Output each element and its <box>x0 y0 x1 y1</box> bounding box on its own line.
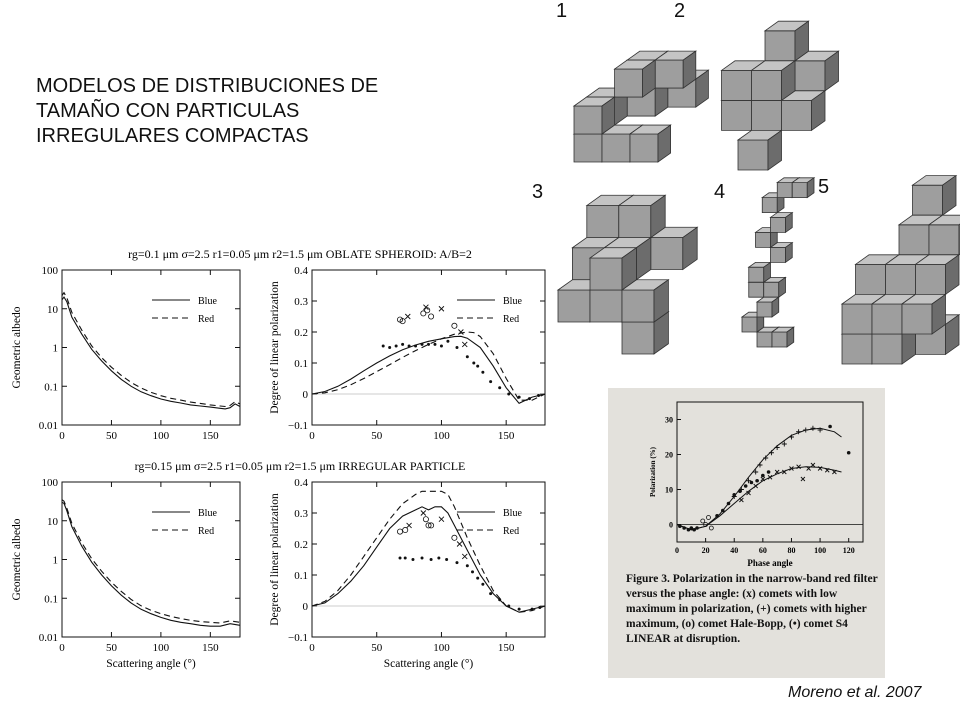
y-tick-label: 0.1 <box>294 358 308 370</box>
x-tick-label: 100 <box>152 430 170 442</box>
y-tick-label: −0.1 <box>288 420 308 432</box>
x-tick-label: 0 <box>309 642 315 654</box>
legend-label: Blue <box>198 508 217 519</box>
y-axis-label: Geometric albedo <box>11 518 23 601</box>
x-tick-label: 150 <box>202 642 219 654</box>
y-tick-label: 0.01 <box>38 632 58 644</box>
particle-number-4: 4 <box>714 181 726 203</box>
x-tick-label: 100 <box>814 546 827 555</box>
y-tick-label: 0.3 <box>294 296 308 308</box>
point-plus <box>775 445 780 450</box>
x-tick-label: 0 <box>59 430 65 442</box>
legend-label: Red <box>503 314 520 325</box>
slide-title-line: MODELOS DE DISTRIBUCIONES DE <box>36 75 379 97</box>
point-plus <box>789 435 794 440</box>
y-tick-label: 0.2 <box>294 327 308 339</box>
plot-header-oblate: rg=0.1 μm σ=2.5 r1=0.05 μm r2=1.5 μm OBLATE SPHEROID: A/B=2 <box>128 247 472 261</box>
legend-label: Red <box>198 314 215 325</box>
y-axis-label: Degree of linear polarization <box>269 281 281 414</box>
y-tick-label: 0 <box>669 520 673 530</box>
point-plus <box>803 428 808 433</box>
legend-label: Red <box>198 526 215 537</box>
point-cross <box>739 498 743 502</box>
x-tick-label: 100 <box>152 642 170 654</box>
point-dot <box>727 502 731 506</box>
point-plus <box>763 456 768 461</box>
point-dot <box>738 489 742 493</box>
y-tick-label: 100 <box>41 265 58 277</box>
fit-curve <box>677 467 842 530</box>
y-tick-label: 0.2 <box>294 539 308 551</box>
point-dot <box>732 493 736 497</box>
x-tick-label: 80 <box>787 546 796 555</box>
particle-number-2: 2 <box>674 0 686 22</box>
point-dot <box>695 526 699 530</box>
x-tick-label: 150 <box>497 642 515 654</box>
x-tick-label: 50 <box>371 642 383 654</box>
x-tick-label: 50 <box>105 430 117 442</box>
particle-number-1: 1 <box>556 0 568 22</box>
y-tick-label: 20 <box>665 450 673 460</box>
y-tick-label: 0.1 <box>44 593 58 606</box>
y-tick-label: 1 <box>52 554 58 567</box>
x-tick-label: 0 <box>675 546 679 555</box>
point-plus <box>769 450 774 455</box>
point-circle <box>706 516 710 520</box>
y-tick-label: 100 <box>41 477 58 489</box>
y-tick-label: 0.4 <box>294 265 308 277</box>
y-tick-label: 0.1 <box>294 570 308 582</box>
y-tick-label: −0.1 <box>288 632 308 644</box>
slide-title-line: TAMAÑO CON PARTICULAS <box>36 100 300 122</box>
y-tick-label: 0.4 <box>294 477 308 489</box>
y-tick-label: 30 <box>665 415 673 425</box>
point-dot <box>847 451 851 455</box>
x-tick-label: 0 <box>59 642 65 654</box>
x-tick-label: 50 <box>105 642 117 654</box>
y-tick-label: 10 <box>665 485 673 495</box>
y-tick-label: 0.1 <box>44 381 58 394</box>
point-dot <box>744 484 748 488</box>
x-tick-label: 120 <box>842 546 855 555</box>
y-tick-label: 1 <box>52 342 58 355</box>
point-cross <box>811 463 815 467</box>
slide-title-line: IRREGULARES COMPACTAS <box>36 125 309 147</box>
x-tick-label: 150 <box>202 430 219 442</box>
point-dot <box>682 526 686 530</box>
point-dot <box>755 479 759 483</box>
point-dot <box>715 514 719 518</box>
x-axis-label: Scattering angle (°) <box>106 658 196 670</box>
point-plus <box>810 426 815 431</box>
y-axis-label: Degree of linear polarization <box>269 493 281 626</box>
legend-label: Blue <box>198 296 217 307</box>
x-tick-label: 60 <box>758 546 767 555</box>
x-tick-label: 100 <box>433 430 450 442</box>
point-circle <box>709 526 713 530</box>
point-dot <box>828 425 832 429</box>
y-tick-label: 0 <box>302 601 308 613</box>
legend-label: Blue <box>503 296 522 307</box>
x-axis-label: Phase angle <box>747 558 793 568</box>
legend-label: Red <box>503 526 520 537</box>
point-plus <box>757 463 762 468</box>
point-dot <box>721 509 725 513</box>
point-dot <box>767 470 771 474</box>
y-axis-label: Polarization (%) <box>649 447 657 497</box>
point-cross <box>801 477 805 481</box>
x-tick-label: 20 <box>701 546 710 555</box>
y-tick-label: 10 <box>47 303 58 316</box>
plot-header-irregular: rg=0.15 μm σ=2.5 r1=0.05 μm r2=1.5 μm IRREGULAR PARTICLE <box>134 459 466 473</box>
y-tick-label: 10 <box>47 515 58 528</box>
y-axis-label: Geometric albedo <box>11 306 23 389</box>
y-tick-label: 0.3 <box>294 508 308 520</box>
particle-number-3: 3 <box>532 181 544 203</box>
particle-number-5: 5 <box>818 176 830 198</box>
x-axis-label: Scattering angle (°) <box>383 658 474 670</box>
point-cross <box>768 475 772 479</box>
fit-curve <box>677 428 842 530</box>
credit-text: Moreno et al. 2007 <box>788 684 922 701</box>
legend-label: Blue <box>503 508 522 519</box>
point-cross <box>754 484 758 488</box>
point-circle <box>701 519 705 523</box>
y-tick-label: 0.01 <box>38 420 58 432</box>
x-tick-label: 150 <box>497 430 515 442</box>
point-dot <box>761 474 765 478</box>
figure-3-chart <box>649 402 863 568</box>
x-tick-label: 50 <box>371 430 383 442</box>
x-tick-label: 0 <box>309 430 315 442</box>
x-tick-label: 40 <box>730 546 739 555</box>
y-tick-label: 0 <box>302 389 308 401</box>
point-dot <box>678 524 682 528</box>
x-tick-label: 100 <box>433 642 450 654</box>
figure-3-caption: Figure 3. Polarization in the narrow-band red filter versus the phase angle: (x) comets with low maximum in polarization, (+) comets with higher maximum, (o) comet Hale-Bopp, (•) comet S4 LINEAR at disruption. <box>626 573 878 645</box>
point-dot <box>750 481 754 485</box>
